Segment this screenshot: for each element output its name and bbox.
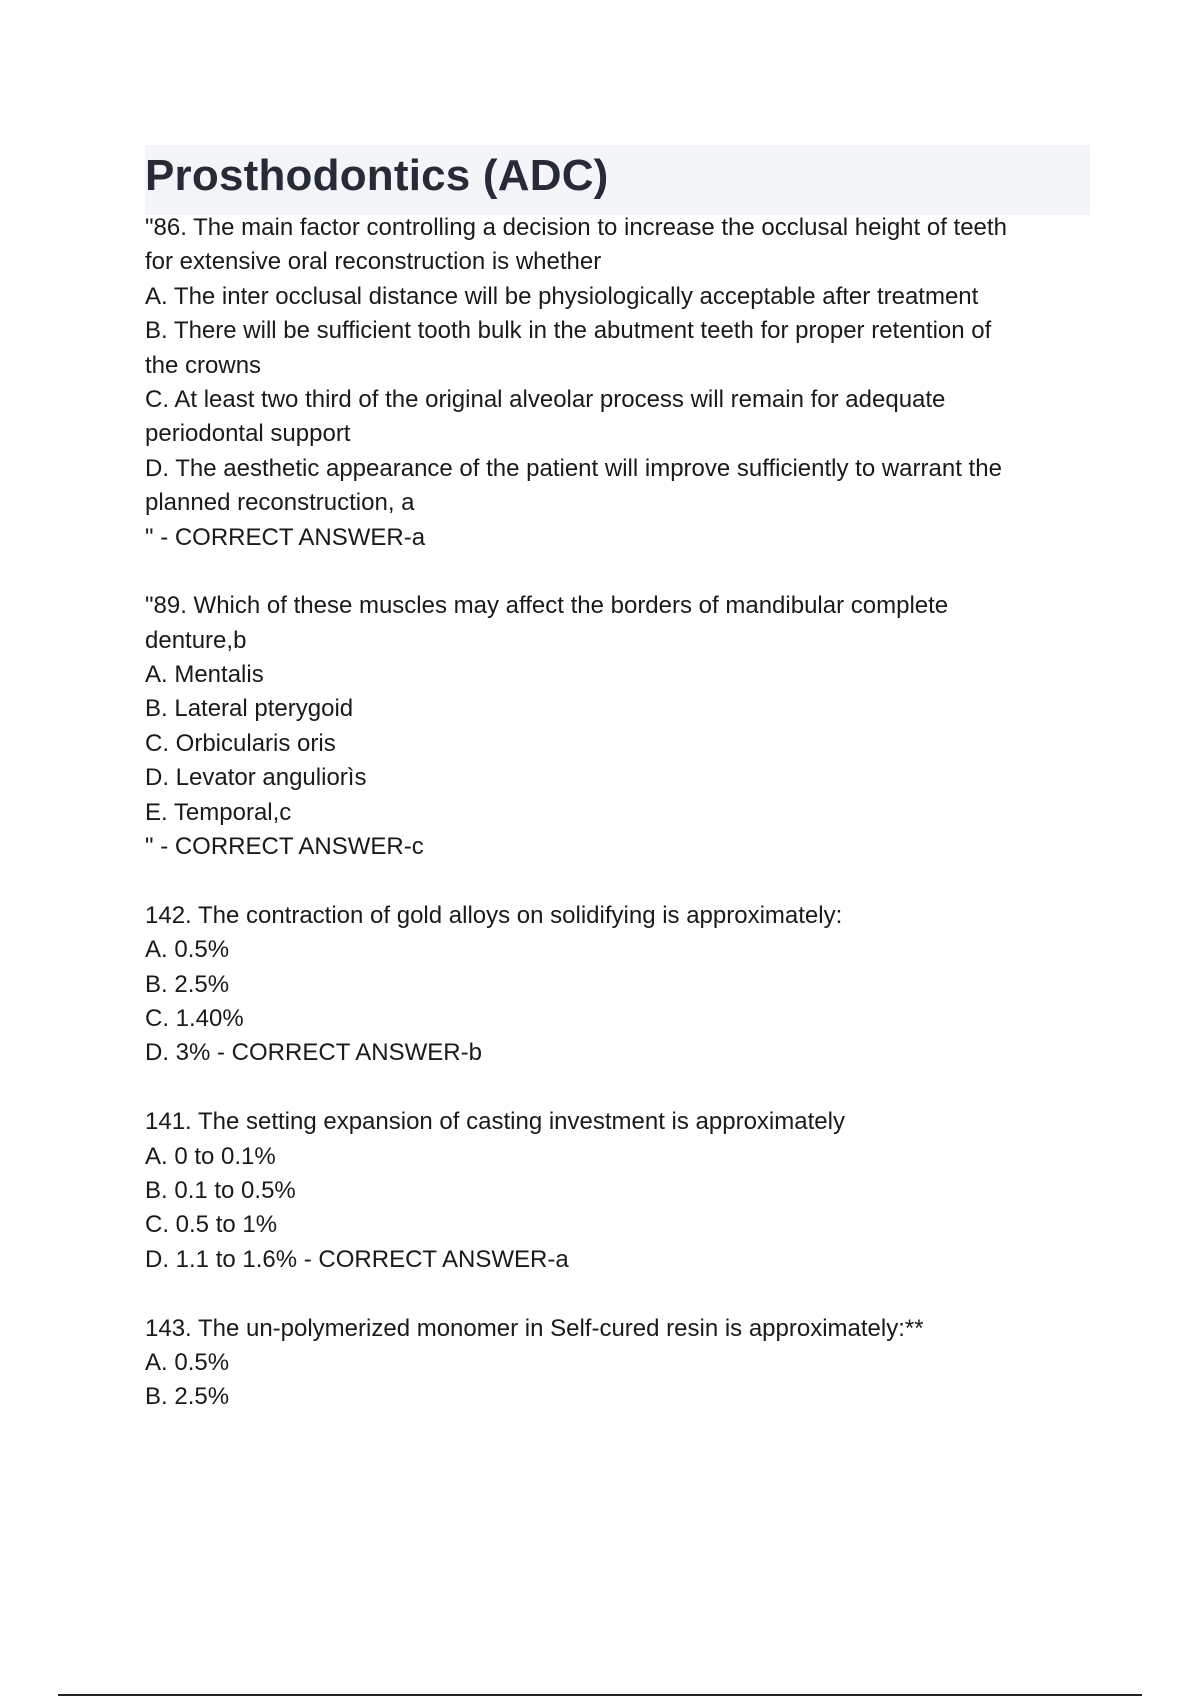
question-89 [145, 589, 1090, 864]
option-b: B. Lateral pterygoid [145, 695, 354, 723]
option-e: E. Temporal,c [145, 798, 292, 826]
option-a: A. 0.5% [145, 1348, 230, 1376]
option-c: C. 0.5 to 1% [145, 1211, 278, 1239]
question-text-line: for extensive oral reconstruction is whether [145, 248, 602, 276]
option-b: B. There will be sufficient tooth bulk in the abutment teeth for proper retention of [145, 317, 992, 345]
footer-divider [58, 1694, 1142, 1696]
option-d-continued: planned reconstruction, a [145, 489, 415, 517]
question-text-line: 141. The setting expansion of casting investment is approximately [145, 1108, 845, 1136]
option-b: B. 2.5% [145, 1383, 230, 1411]
title-block [145, 145, 1090, 215]
question-86 [145, 211, 1090, 555]
option-b: B. 0.1 to 0.5% [145, 1176, 296, 1204]
option-d-correct-answer: D. 3% - CORRECT ANSWER-b [145, 1039, 482, 1067]
option-d: D. The aesthetic appearance of the patient will improve sufficiently to warrant the [145, 454, 1002, 482]
question-142 [145, 899, 1090, 1071]
option-a: A. 0.5% [145, 936, 230, 964]
question-143 [145, 1312, 1090, 1415]
option-c: C. 1.40% [145, 1004, 244, 1032]
question-141 [145, 1105, 1090, 1277]
option-a: A. The inter occlusal distance will be physiologically acceptable after treatment [145, 282, 979, 310]
option-a: A. 0 to 0.1% [145, 1142, 276, 1170]
correct-answer: " - CORRECT ANSWER-a [145, 523, 426, 551]
correct-answer: " - CORRECT ANSWER-c [145, 833, 424, 861]
questions-content [145, 211, 1090, 1449]
question-text-line: denture,b [145, 626, 247, 654]
question-text-line: "86. The main factor controlling a decision to increase the occlusal height of teeth [145, 214, 1007, 241]
option-b-continued: the crowns [145, 351, 262, 379]
option-c: C. Orbicularis oris [145, 729, 336, 757]
question-text-line: 142. The contraction of gold alloys on solidifying is approximately: [145, 901, 843, 929]
option-d-correct-answer: D. 1.1 to 1.6% - CORRECT ANSWER-a [145, 1245, 569, 1273]
page-title: Prosthodontics (ADC) [145, 151, 609, 200]
option-a: A. Mentalis [145, 661, 264, 689]
option-b: B. 2.5% [145, 970, 230, 998]
option-c-continued: periodontal support [145, 420, 351, 448]
option-d: D. Levator anguliorìs [145, 764, 367, 792]
question-text-line: 143. The un-polymerized monomer in Self-cured resin is approximately:** [145, 1314, 924, 1342]
option-c: C. At least two third of the original alveolar process will remain for adequate [145, 385, 946, 413]
question-text-line: "89. Which of these muscles may affect the borders of mandibular complete [145, 592, 949, 620]
